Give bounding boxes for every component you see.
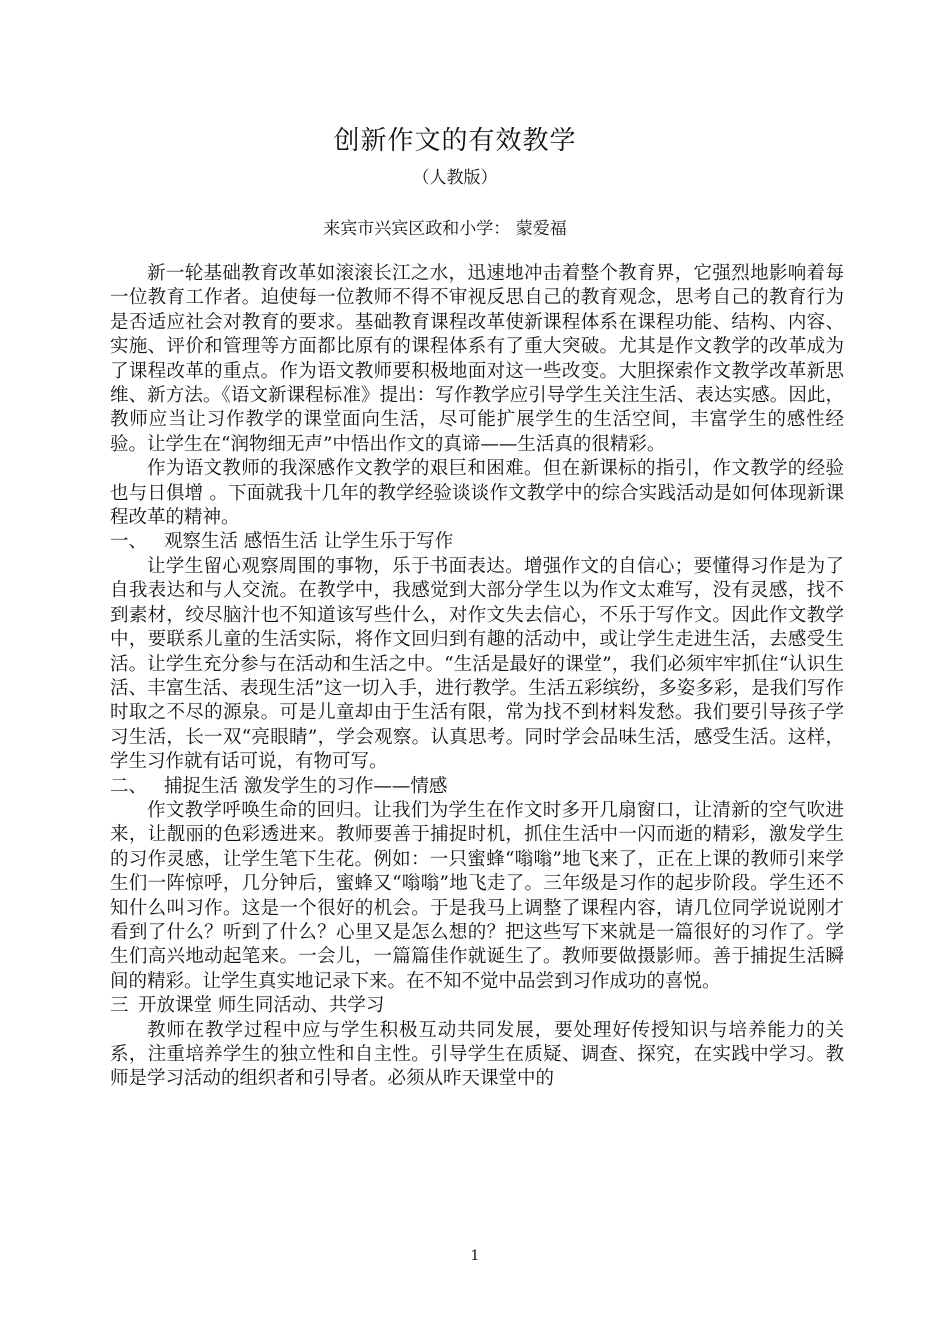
- section-number: 二、: [110, 775, 148, 797]
- section-2-paragraph: 作文教学呼唤生命的回归。让我们为学生在作文时多开几扇窗口，让清新的空气吹进来，让靓丽的色彩透进来。教师要善于捕捉时机，抓住生活中一闪而逝的精彩，激发学生的习作灵感，让学生笔下生花。例如：一只蜜蜂“嗡嗡”地飞来了，正在上课的教师引来学生们一阵惊呼，几分钟后，蜜蜂又“嗡嗡”地飞走了。三年级是习作的起步阶段。学生还不知什么叫习作。这是一个很好的机会。于是我马上调整了课程内容，请几位同学说说刚才看到了什么？听到了什么？心里又是怎么想的？把这些写下来就是一篇很好的习作了。学生们高兴地动起笔来。一会儿，一篇篇佳作就诞生了。教师要做摄影师。善于捕捉生活瞬间的精彩。让学生真实地记录下来。在不知不觉中品尝到习作成功的喜悦。: [110, 799, 844, 992]
- section-number: 一、: [110, 531, 148, 553]
- section-1-paragraph: 让学生留心观察周围的事物，乐于书面表达。增强作文的自信心；要懂得习作是为了自我表达和与人交流。在教学中，我感觉到大部分学生以为作文太难写，没有灵感，找不到素材，绞尽脑汁也不知道该写些什么，对作文失去信心，不乐于写作文。因此作文教学中，要联系儿童的生活实际，将作文回归到有趣的活动中，或让学生走进生活，去感受生活。让学生充分参与在活动和生活之中。“生活是最好的课堂”，我们必须牢牢抓住“认识生活、丰富生活、表现生活”这一切入手，进行教学。生活五彩缤纷，多姿多彩，是我们写作时取之不尽的源泉。可是儿童却由于生活有限，常为找不到材料发愁。我们要引导孩子学习生活，长一双“亮眼睛”，学会观察。认真思考。同时学会品味生活，感受生活。这样，学生习作就有话可说，有物可写。: [110, 555, 844, 773]
- section-number: 三: [110, 995, 129, 1017]
- section-3-paragraph: 教师在教学过程中应与学生积极互动共同发展，要处理好传授知识与培养能力的关系，注重培养学生的独立性和自主性。引导学生在质疑、调查、探究，在实践中学习。教师是学习活动的组织者和引导者。必须从昨天课堂中的: [110, 1019, 844, 1090]
- section-heading-3: [110, 994, 844, 1018]
- section-title: 观察生活 感悟生活 让学生乐于写作: [164, 531, 454, 553]
- intro-paragraph-1: 新一轮基础教育改革如滚滚长江之水，迅速地冲击着整个教育界，它强烈地影响着每一位教育工作者。迫使每一位教师不得不审视反思自己的教育观念，思考自己的教育行为是否适应社会对教育的要求。基础教育课程改革使新课程体系在课程功能、结构、内容、实施、评价和管理等方面都比原有的课程体系有了重大突破。尤其是作文教学的改革成为了课程改革的重点。作为语文教师要积极地面对这一些改变。大胆探索作文教学改革新思维、新方法。《语文新课程标准》提出：写作教学应引导学生关注生活、表达实感。因此，教师应当让习作教学的课堂面向生活，尽可能扩展学生的生活空间，丰富学生的感性经验。让学生在“润物细无声”中悟出作文的真谛——生活真的很精彩。: [110, 263, 844, 455]
- section-heading-2: [110, 775, 844, 799]
- intro-paragraph-2: 作为语文教师的我深感作文教学的艰巨和困难。但在新课标的指引，作文教学的经验也与日俱增 。下面就我十几年的教学经验谈谈作文教学中的综合实践活动是如何体现新课程改革的精神。: [110, 458, 844, 529]
- document-title: 创新作文的有效教学: [333, 126, 577, 156]
- document-body: [110, 262, 844, 1092]
- page-number: 1: [470, 1248, 480, 1264]
- section-title: 捕捉生活 激发学生的习作——情感: [164, 775, 448, 797]
- document-subtitle: （人教版）: [412, 168, 498, 188]
- section-title: 开放课堂 师生同活动、共学习: [138, 995, 385, 1017]
- section-heading-1: [110, 530, 844, 554]
- author-line: 来宾市兴宾区政和小学： 蒙爱福: [323, 219, 567, 239]
